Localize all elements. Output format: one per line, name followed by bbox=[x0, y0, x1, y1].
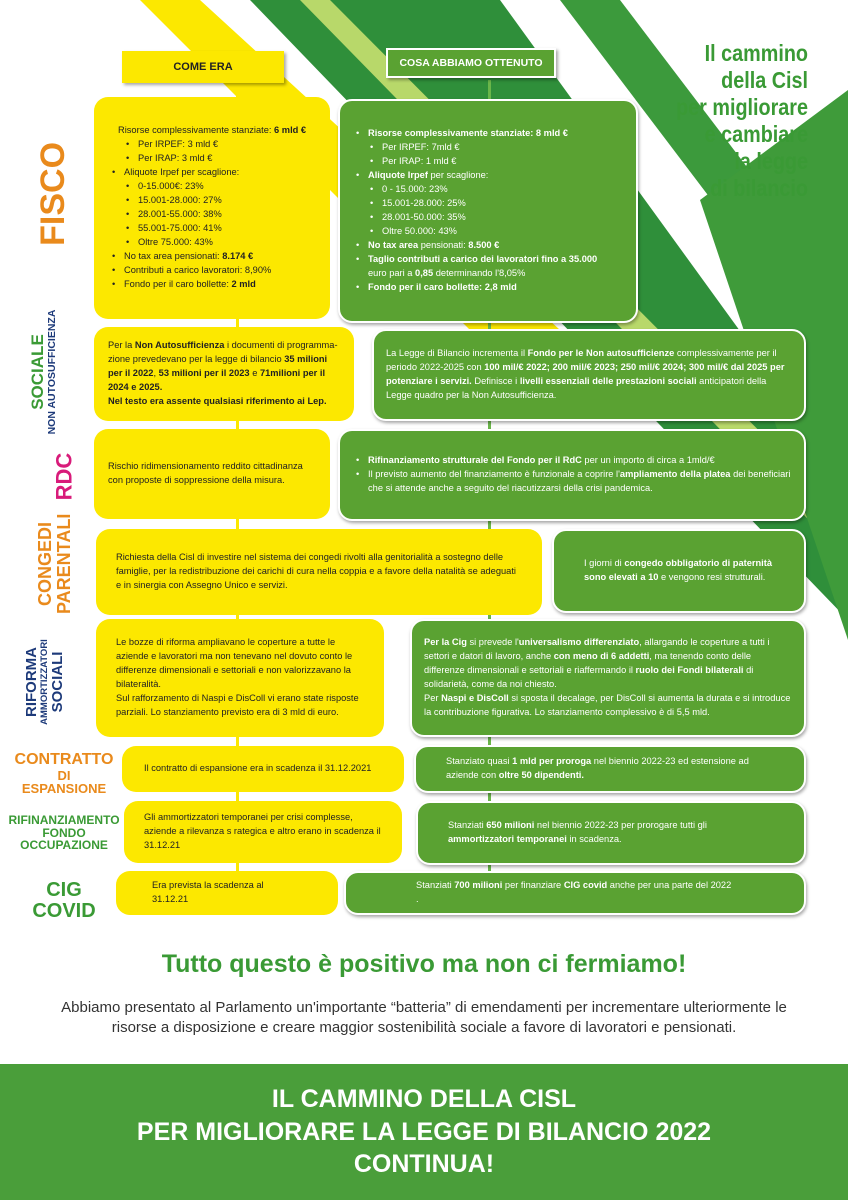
contratto-before-box: Il contratto di espansione era in scadenza il 31.12.2021 bbox=[122, 746, 404, 792]
footer-body: Abbiamo presentato al Parlamento un'importante “batteria” di emendamenti per incrementare ulteriormente le risorse a disposizione e creare maggior sostenibilità sociale a favore di lavoratori e pensionati. bbox=[61, 999, 787, 1037]
sociale-after-box: La Legge di Bilancio incrementa il Fondo per le Non autosufficienze complessivamente per il periodo 2022-2025 con 100 mil/€ 2022; 200 mil/€ 2023; 250 mil/€ 2024; 300 mil/€ dal 2025 per potenziare i servizi. Definisce i livelli essenziali delle prestazioni sociali anticipatori della Legge quadro per la Non Autosufficienza. bbox=[372, 329, 806, 421]
col-header-before: COME ERA bbox=[122, 51, 284, 83]
label-congedi: CONGEDI PARENTALI bbox=[35, 513, 74, 614]
label-riforma: RIFORMA AMMORTIZZATORI SOCIALI bbox=[23, 639, 66, 725]
congedi-after-box: I giorni di congedo obbligatorio di paternità sono elevati a 10 e vengono resi strutturali. bbox=[552, 529, 806, 613]
rdc-before-box: Rischio ridimensionamento reddito cittadinanza con proposte di soppressione della misura. bbox=[94, 429, 330, 519]
label-fisco: FISCO bbox=[34, 141, 73, 246]
contratto-after-box: Stanziato quasi 1 mld per proroga nel biennio 2022-23 ed estensione ad aziende con oltre 50 dipendenti. bbox=[414, 745, 806, 793]
rdc-after-box: • Rifinanziamento strutturale del Fondo per il RdC per un importo di circa a 1mld/€ • Il previsto aumento del finanziamento è funzionale a coprire l'ampliamento della platea dei beneficiari che si attende anche a seguito del riacutizzarsi della crisi pandemica. bbox=[338, 429, 806, 521]
congedi-before-box: Richiesta della Cisl di investire nel sistema dei congedi rivolti alla genitorialità a sostegno delle famiglie, per la redistribuzione dei carichi di cura nella coppia e a favore della natalità se adeguati e in sinergia con Assegno Unico e servizi. bbox=[96, 529, 542, 615]
slogan: Tutto questo è positivo ma non ci fermiamo! bbox=[161, 950, 687, 978]
label-cig-covid: CIG COVID bbox=[32, 879, 96, 922]
rifinanziamento-after-box: Stanziati 650 milioni nel biennio 2022-23 per prorogare tutti gli ammortizzatori temporanei in scadenza. bbox=[416, 801, 806, 865]
page-title: Il cammino della Cisl per migliorare e cambiare la legge di bilancio bbox=[676, 40, 808, 201]
riforma-after-box: Per la Cig si prevede l'universalismo differenziato, allargando le coperture a tutti i settori e datori di lavoro, anche con meno di 6 addetti, ma tenendo conto delle differenze dimensionali e settoriali e riaffermando il ruolo dei Fondi bilaterali di solidarietà, come da noi chiesto. Per Naspi e DisColl si sposta il decalage, per DisColl si aumenta la durata e si introduce la contribuzione figurativa. Lo stanziamento complessivo è di 5,5 mld. bbox=[410, 619, 806, 737]
col-header-after: COSA ABBIAMO OTTENUTO bbox=[386, 48, 556, 78]
cig-after-box: Stanziati 700 milioni per finanziare CIG covid anche per una parte del 2022 . bbox=[344, 871, 806, 915]
sociale-before-box: Per la Non Autosufficienza i documenti di programma-zione prevedevano per la legge di bilancio 35 milioni per il 2022, 53 milioni per il 2023 e 71milioni per il 2024 e 2025. Nel testo era assente qualsiasi riferimento ai Lep. bbox=[94, 327, 354, 421]
fisco-after-box: • Risorse complessivamente stanziate: 8 mld € • Per IRPEF: 7mld € • Per IRAP: 1 mld € • Aliquote Irpef per scaglione: • 0 - 15.000: 23% • 15.001-28.000: 25% • 28.001-50.000: 35% • Oltre 50.000: 43% • No tax area pensionati: 8.500 € • Taglio contributi a carico dei lavoratori fino a 35.000 euro pari a 0,85 determinando l'8,05% • Fondo per il caro bollette: 2,8 mld bbox=[338, 99, 638, 323]
cig-before-box: Era prevista la scadenza al 31.12.21 bbox=[116, 871, 338, 915]
label-rdc: RDC bbox=[51, 452, 77, 501]
fisco-before-box: Risorse complessivamente stanziate: 6 mld € • Per IRPEF: 3 mld € • Per IRAP: 3 mld € • Aliquote Irpef per scaglione: • 0-15.000€: 23% • 15.001-28.000: 27% • 28.001-55.000: 38% • 55.001-75.000: 41% • Oltre 75.000: 43% • No tax area pensionati: 8.174 € • Contributi a carico lavoratori: 8,90% • Fondo per il caro bollette: 2 mld bbox=[94, 97, 330, 319]
label-contratto: CONTRATTO DI ESPANSIONE bbox=[14, 751, 114, 797]
footer-banner: IL CAMMINO DELLA CISL PER MIGLIORARE LA LEGGE DI BILANCIO 2022 CONTINUA! bbox=[0, 1064, 848, 1200]
label-rifinanziamento: RIFINANZIAMENTO FONDO OCCUPAZIONE bbox=[8, 813, 120, 853]
riforma-before-box: Le bozze di riforma ampliavano le coperture a tutte le aziende e lavoratori ma non tenevano nel dovuto conto le differenze dimensionali e settoriali e non valorizzavano la bilateralità. Sul rafforzamento di Naspi e DisColl vi erano state risposte parziali. Lo stanziamento previsto era di 3 mld di euro. bbox=[96, 619, 384, 737]
rifinanziamento-before-box: Gli ammortizzatori temporanei per crisi complesse, aziende a rilevanza s rategica e altro erano in scadenza il 31.12.21 bbox=[124, 801, 402, 863]
label-sociale: SOCIALE NON AUTOSUFFICIENZA bbox=[28, 309, 58, 435]
